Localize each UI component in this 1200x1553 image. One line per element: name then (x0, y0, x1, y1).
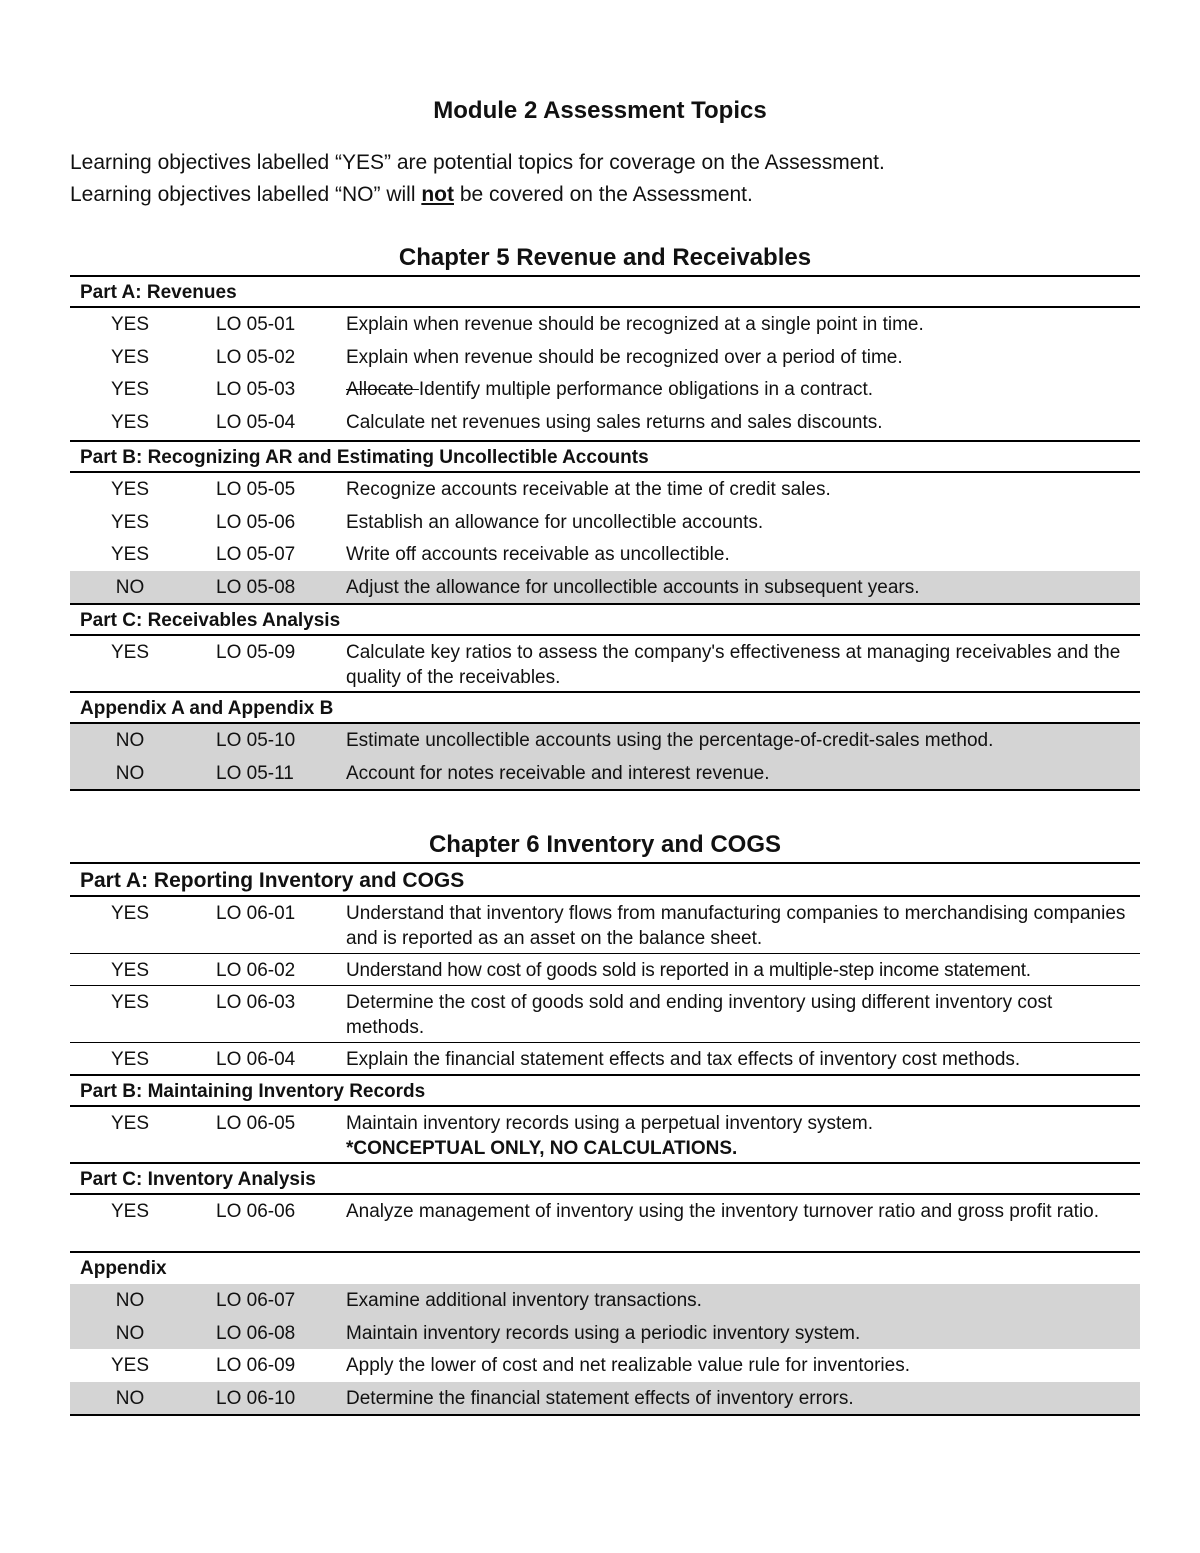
lo-description: Determine the cost of goods sold and ending inventory using different inventory cost methods. (346, 992, 1053, 1038)
lo-status: NO (115, 763, 145, 784)
lo-row (70, 986, 1140, 1043)
lo-description: Recognize accounts receivable at the time of credit sales. (346, 479, 831, 500)
lo-row (70, 506, 1140, 538)
lo-description: Write off accounts receivable as uncollectible. (346, 544, 730, 565)
lo-code: LO 05-08 (216, 577, 296, 598)
lo-description: Calculate key ratios to assess the company's effectiveness at managing receivables and the quality of the receivables. (346, 642, 1121, 688)
lo-description: Examine additional inventory transactions. (346, 1290, 702, 1311)
lo-status: YES (110, 1113, 150, 1134)
lo-code: LO 06-04 (216, 1049, 296, 1070)
lo-code: LO 05-02 (216, 347, 296, 368)
lo-row (70, 1107, 1140, 1164)
lo-row (70, 341, 1140, 373)
chapter-5-section (70, 241, 1140, 791)
lo-code: LO 05-06 (216, 512, 296, 533)
intro-emphasis-not: not (421, 183, 454, 206)
lo-description: Establish an allowance for uncollectible accounts. (346, 512, 764, 533)
lo-description: Analyze management of inventory using the inventory turnover ratio and gross profit ratio. (346, 1201, 1100, 1222)
lo-code: LO 06-03 (216, 992, 296, 1013)
lo-description: Account for notes receivable and interest revenue. (346, 763, 770, 784)
part-heading: Part C: Inventory Analysis (70, 1164, 1140, 1195)
part-heading: Part A: Reporting Inventory and COGS (70, 864, 1140, 897)
lo-status: YES (110, 960, 150, 981)
lo-code: LO 05-05 (216, 479, 296, 500)
lo-status: YES (110, 903, 150, 924)
lo-row (70, 1195, 1140, 1253)
chapter-5-title: Chapter 5 Revenue and Receivables (70, 241, 1140, 277)
lo-code: LO 05-09 (216, 642, 296, 663)
lo-status: YES (110, 1355, 150, 1376)
lo-code: LO 05-04 (216, 412, 296, 433)
lo-status: NO (115, 1323, 145, 1344)
part-heading: Part C: Receivables Analysis (70, 605, 1140, 636)
lo-code: LO 06-02 (216, 960, 296, 981)
chapter-6-section (70, 828, 1140, 1416)
lo-description: Understand that inventory flows from manufacturing companies to merchandising companies and is reported as an asset on the balance sheet. (346, 903, 1126, 949)
lo-code: LO 05-01 (216, 314, 296, 335)
lo-row (70, 954, 1140, 986)
lo-description-text: Maintain inventory records using a perpetual inventory system. (346, 1113, 873, 1134)
intro-line-no-start: Learning objectives labelled “NO” will (70, 183, 422, 206)
lo-row (70, 1284, 1140, 1317)
lo-status: YES (110, 512, 150, 533)
part-heading: Appendix (80, 1258, 167, 1279)
intro-line-no-end: be covered on the Assessment. (454, 183, 753, 206)
lo-status: NO (115, 1290, 145, 1311)
lo-status: YES (110, 544, 150, 565)
lo-row (70, 571, 1140, 605)
lo-status: YES (110, 379, 150, 400)
lo-row (70, 757, 1140, 791)
lo-row (70, 1043, 1140, 1076)
lo-status: YES (110, 992, 150, 1013)
lo-row (70, 406, 1140, 442)
intro-line-yes: Learning objectives labelled “YES” are potential topics for coverage on the Assessment. (70, 151, 885, 174)
part-heading: Part B: Recognizing AR and Estimating Uncollectible Accounts (70, 442, 1140, 473)
lo-code: LO 06-08 (216, 1323, 296, 1344)
intro-line-no (70, 179, 885, 211)
lo-status: NO (115, 577, 145, 598)
lo-row (70, 1349, 1140, 1382)
lo-description: Explain when revenue should be recognized over a period of time. (346, 347, 903, 368)
lo-row (70, 473, 1140, 506)
lo-row (70, 308, 1140, 341)
lo-description (346, 377, 1140, 402)
lo-description: Apply the lower of cost and net realizable value rule for inventories. (346, 1355, 910, 1376)
lo-status: YES (110, 347, 150, 368)
lo-row (70, 538, 1140, 571)
intro-text (70, 147, 885, 211)
lo-code: LO 05-07 (216, 544, 296, 565)
conceptual-note: *CONCEPTUAL ONLY, NO CALCULATIONS. (346, 1138, 738, 1159)
lo-description (346, 1111, 1140, 1158)
lo-code: LO 06-10 (216, 1388, 296, 1409)
lo-code: LO 05-10 (216, 730, 296, 751)
lo-code: LO 06-06 (216, 1201, 296, 1222)
part-heading: Part B: Maintaining Inventory Records (70, 1076, 1140, 1107)
chapter-6-title: Chapter 6 Inventory and COGS (70, 828, 1140, 864)
lo-description: Maintain inventory records using a periodic inventory system. (346, 1323, 861, 1344)
part-heading: Appendix A and Appendix B (70, 693, 1140, 724)
lo-description: Determine the financial statement effects of inventory errors. (346, 1388, 854, 1409)
lo-description-text: Identify multiple performance obligations in a contract. (418, 379, 874, 400)
lo-description: Calculate net revenues using sales returns and sales discounts. (346, 412, 883, 433)
struck-text: Allocate (346, 379, 419, 400)
lo-description: Explain the financial statement effects and tax effects of inventory cost methods. (346, 1049, 1021, 1070)
lo-code: LO 05-11 (216, 763, 294, 784)
lo-code: LO 05-03 (216, 379, 296, 400)
lo-status: YES (110, 1049, 150, 1070)
lo-row (70, 724, 1140, 757)
lo-status: YES (110, 642, 150, 663)
lo-row (70, 897, 1140, 954)
lo-code: LO 06-07 (216, 1290, 296, 1311)
lo-status: YES (110, 479, 150, 500)
lo-row (70, 1382, 1140, 1416)
lo-description: Estimate uncollectible accounts using the percentage-of-credit-sales method. (346, 730, 994, 751)
lo-code: LO 06-09 (216, 1355, 296, 1376)
lo-status: NO (115, 1388, 145, 1409)
lo-row (70, 636, 1140, 693)
lo-code: LO 06-01 (216, 903, 296, 924)
lo-row (70, 373, 1140, 406)
lo-status: YES (110, 314, 150, 335)
page-title: Module 2 Assessment Topics (433, 97, 767, 124)
lo-description: Explain when revenue should be recognized at a single point in time. (346, 314, 924, 335)
lo-status: NO (115, 730, 145, 751)
part-heading: Part A: Revenues (70, 277, 1140, 308)
lo-description: Understand how cost of goods sold is reported in a multiple-step income statement. (346, 960, 1031, 981)
lo-status: YES (110, 412, 150, 433)
lo-row (70, 1317, 1140, 1349)
lo-description: Adjust the allowance for uncollectible accounts in subsequent years. (346, 577, 920, 598)
lo-code: LO 06-05 (216, 1113, 296, 1134)
lo-status: YES (110, 1201, 150, 1222)
